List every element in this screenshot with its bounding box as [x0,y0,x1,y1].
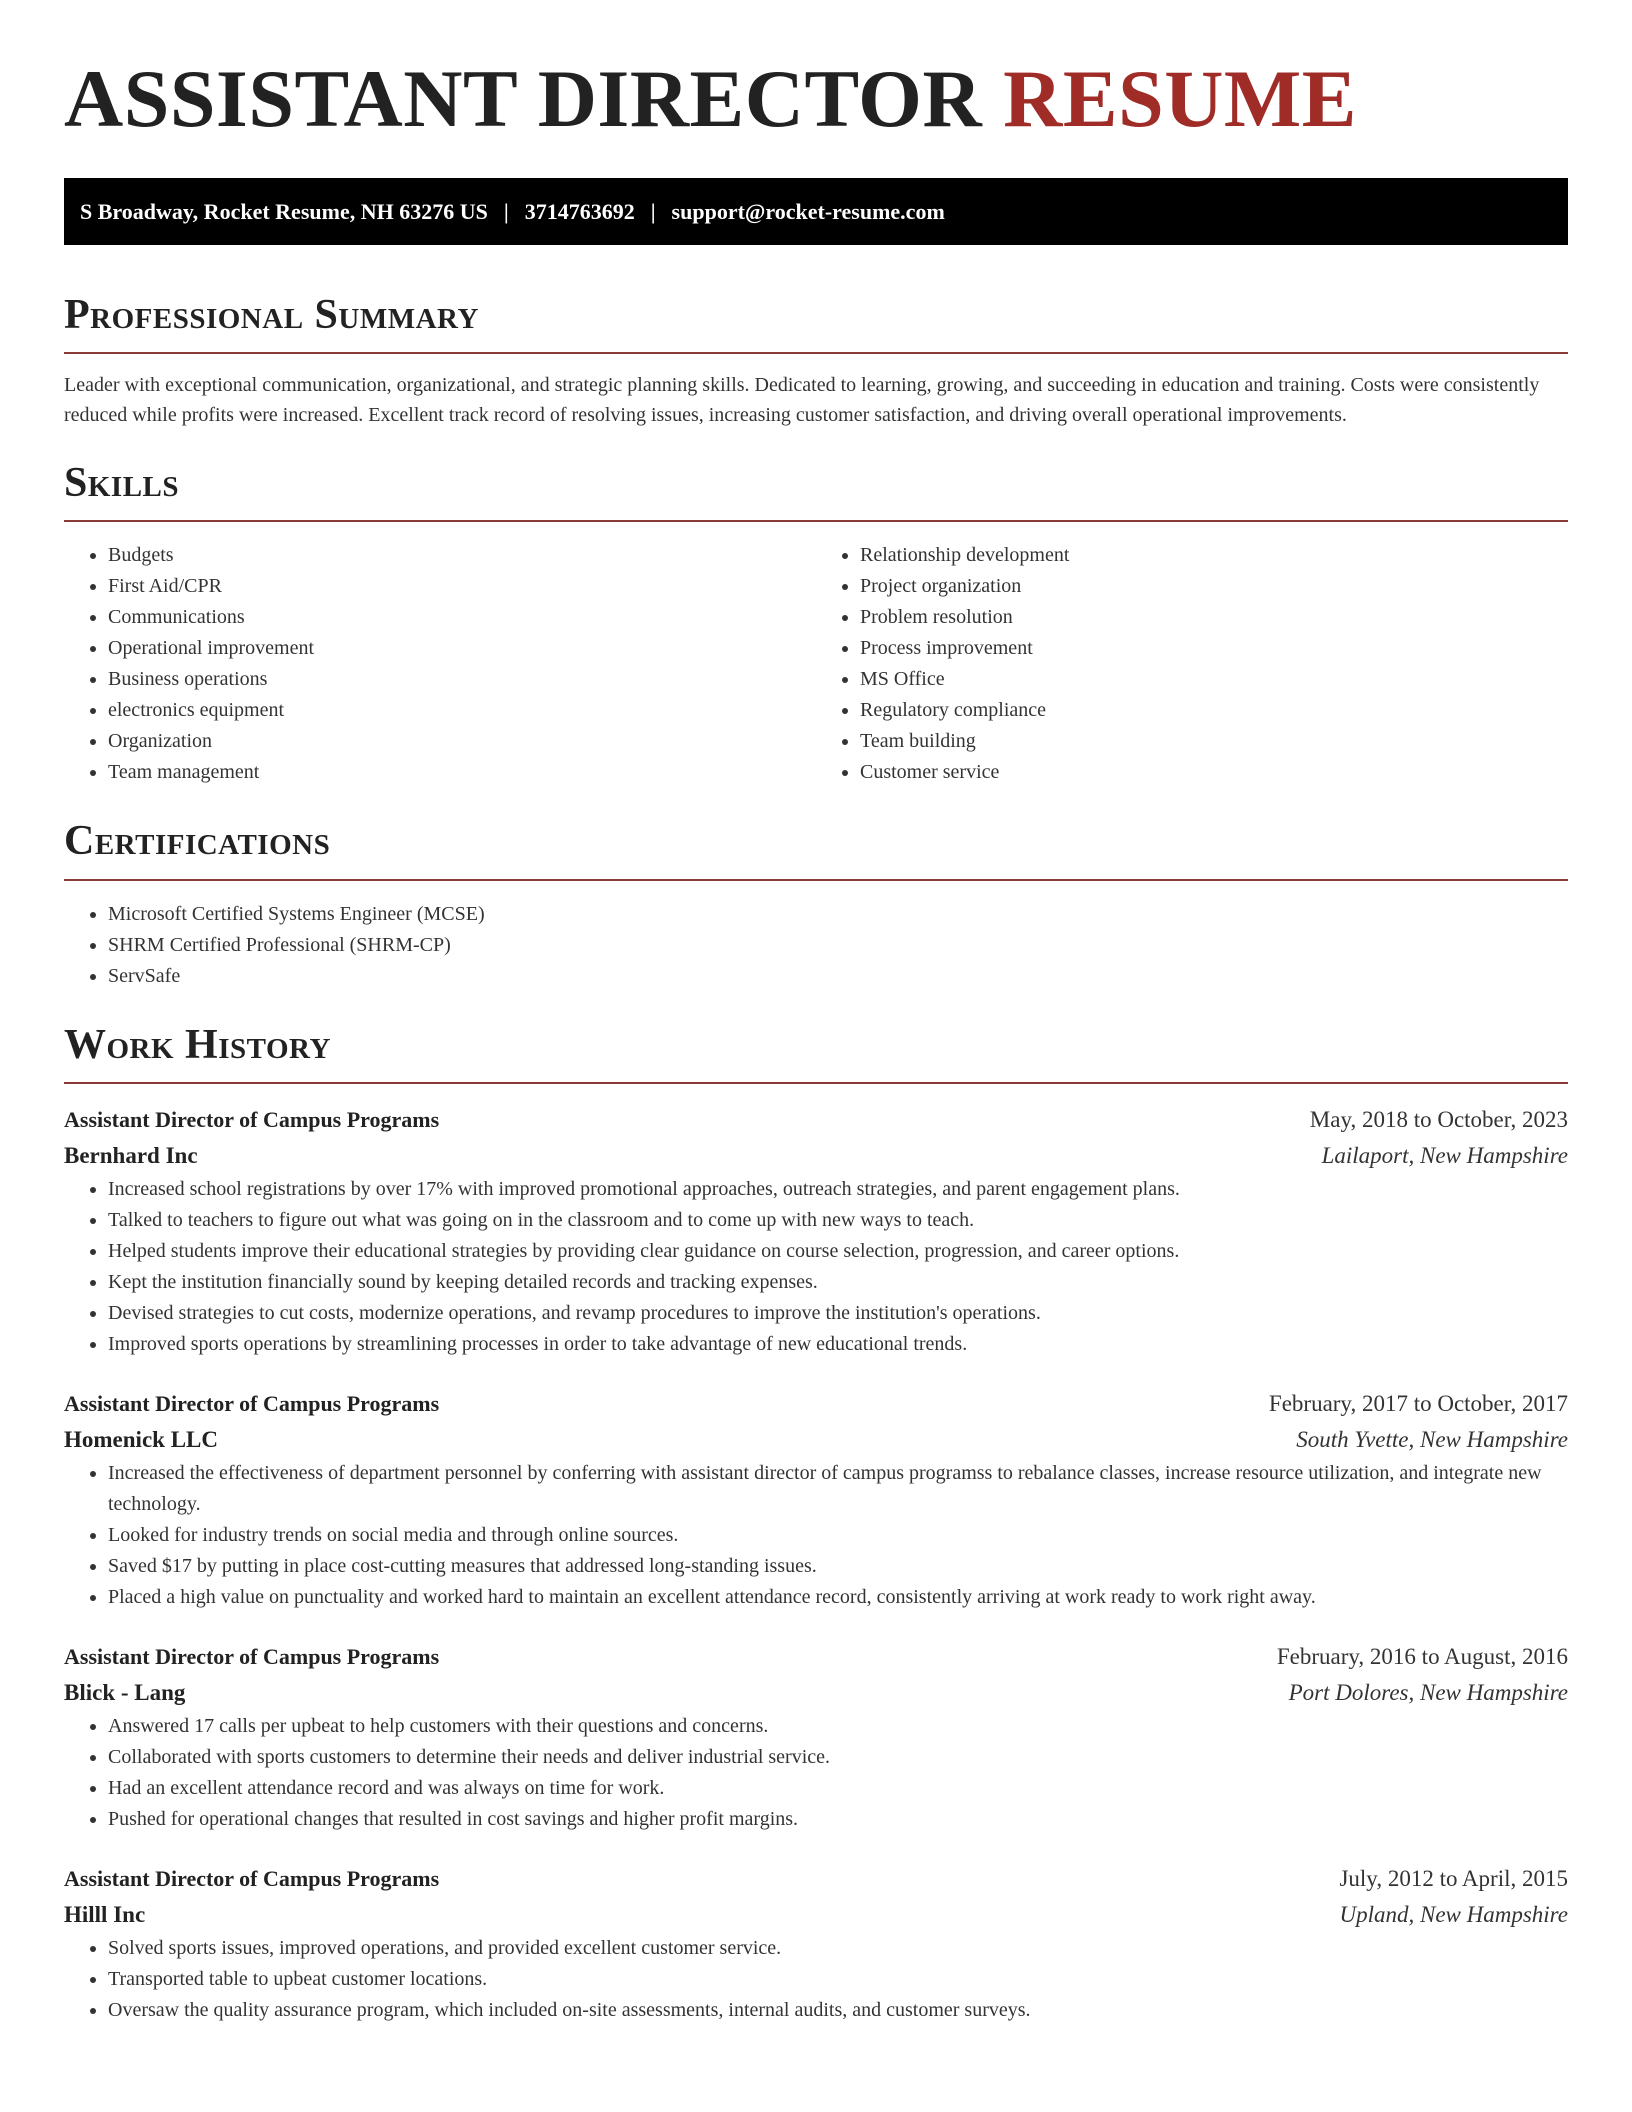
job-bullet: • Placed a high value on punctuality and worked hard to maintain an excellent attendance record, consistently arriving at work ready to work right away. [108,1582,1568,1613]
job-company-row [64,1138,1568,1174]
skill-item: • Customer service [860,757,1568,788]
job-bullet: • Transported table to upbeat customer locations. [108,1964,1568,1995]
section-divider [64,352,1568,354]
job-bullet: • Solved sports issues, improved operations, and provided excellent customer service. [108,1933,1568,1964]
skill-item: • Organization [108,726,816,757]
job-entry [64,1386,1568,1613]
job-title: Assistant Director of Campus Programs [64,1390,440,1416]
job-bullet: • Had an excellent attendance record and was always on time for work. [108,1773,1568,1804]
job-company-row [64,1897,1568,1933]
job-bullet: • Helped students improve their educational strategies by providing clear guidance on course selection, progression, and career options. [108,1236,1568,1267]
skill-item: • electronics equipment [108,695,816,726]
job-bullets [64,1458,1568,1613]
contact-address: S Broadway, Rocket Resume, NH 63276 US [80,198,488,224]
job-location: Upland, New Hampshire [1339,1901,1568,1927]
job-entry [64,1102,1568,1360]
summary-heading: Professional Summary [64,292,479,338]
title-main: ASSISTANT DIRECTOR [64,53,983,144]
job-dates: February, 2017 to October, 2017 [1268,1390,1568,1416]
skill-item: • Problem resolution [860,602,1568,633]
contact-email[interactable]: support@rocket-resume.com [671,198,945,224]
job-title: Assistant Director of Campus Programs [64,1106,440,1132]
skill-item: • Business operations [108,664,816,695]
section-divider [64,1082,1568,1084]
skills-list-right [816,540,1568,788]
job-header-row [64,1386,1568,1422]
summary-text: Leader with exceptional communication, organizational, and strategic planning skills. Dedicated to learning, growing, and succeeding in education and training. Costs were consistently reduced while profits were increased. Excellent track record of resolving issues, increasing customer satisfaction, and driving overall operational improvements. [64,374,1540,427]
certifications-list [64,899,1568,992]
job-bullet: • Collaborated with sports customers to determine their needs and deliver industrial service. [108,1742,1568,1773]
job-location: Port Dolores, New Hampshire [1288,1679,1568,1705]
job-bullet: • Increased school registrations by over 17% with improved promotional approaches, outreach strategies, and parent engagement plans. [108,1174,1568,1205]
job-title: Assistant Director of Campus Programs [64,1865,440,1891]
job-location: South Yvette, New Hampshire [1296,1426,1568,1452]
jobs-list [64,1102,1568,2026]
skill-item: • Team management [108,757,816,788]
job-entry [64,1639,1568,1835]
contact-bar [64,178,1568,245]
skill-item: • Team building [860,726,1568,757]
work-history-section [64,1022,1568,2026]
job-header-row [64,1102,1568,1138]
contact-separator: | [503,198,509,224]
title-accent: RESUME [1003,53,1357,144]
skills-heading: Skills [64,460,180,507]
contact-phone: 3714763692 [524,198,635,224]
job-dates: February, 2016 to August, 2016 [1276,1643,1568,1669]
job-title: Assistant Director of Campus Programs [64,1643,440,1669]
skill-item: • First Aid/CPR [108,571,816,602]
job-dates: July, 2012 to April, 2015 [1339,1865,1568,1891]
certifications-heading: Certifications [64,818,331,865]
job-company-row [64,1675,1568,1711]
section-divider [64,879,1568,881]
section-divider [64,520,1568,522]
job-header-row [64,1861,1568,1897]
skill-item: • Communications [108,602,816,633]
job-entry [64,1861,1568,2026]
job-bullet: • Increased the effectiveness of department personnel by conferring with assistant director of campus programss to rebalance classes, increase resource utilization, and integrate new technology. [108,1458,1568,1520]
job-bullet: • Kept the institution financially sound by keeping detailed records and tracking expenses. [108,1267,1568,1298]
job-company-row [64,1422,1568,1458]
job-dates: May, 2018 to October, 2023 [1309,1106,1568,1132]
certifications-section [64,818,1568,991]
work-history-heading: Work History [64,1021,331,1068]
job-bullet: • Oversaw the quality assurance program, which included on-site assessments, internal audits, and customer surveys. [108,1995,1568,2026]
job-bullet: • Devised strategies to cut costs, modernize operations, and revamp procedures to improve the institution's operations. [108,1298,1568,1329]
skills-list-left [64,540,816,788]
skill-item: • Regulatory compliance [860,695,1568,726]
skill-item: • Process improvement [860,633,1568,664]
job-company: Hilll Inc [64,1901,146,1927]
skills-grid [64,540,1568,788]
job-bullets [64,1711,1568,1835]
job-bullet: • Answered 17 calls per upbeat to help customers with their questions and concerns. [108,1711,1568,1742]
job-bullets [64,1174,1568,1360]
summary-section [64,292,1568,430]
job-company: Blick - Lang [64,1679,186,1705]
job-bullet: • Pushed for operational changes that resulted in cost savings and higher profit margins. [108,1804,1568,1835]
skill-item: • Budgets [108,540,816,571]
job-location: Lailaport, New Hampshire [1321,1142,1568,1168]
contact-separator: | [650,198,656,224]
job-header-row [64,1639,1568,1675]
job-company: Bernhard Inc [64,1142,198,1168]
certification-item: • SHRM Certified Professional (SHRM-CP) [108,930,1568,961]
job-bullet: • Looked for industry trends on social media and through online sources. [108,1520,1568,1551]
certification-item: • ServSafe [108,961,1568,992]
skill-item: • Relationship development [860,540,1568,571]
skills-section [64,460,1568,788]
resume-title [64,0,1568,144]
job-bullet: • Saved $17 by putting in place cost-cutting measures that addressed long-standing issues. [108,1551,1568,1582]
job-bullet: • Talked to teachers to figure out what was going on in the classroom and to come up with new ways to teach. [108,1205,1568,1236]
skill-item: • MS Office [860,664,1568,695]
job-bullets [64,1933,1568,2026]
job-company: Homenick LLC [64,1426,218,1452]
certification-item: • Microsoft Certified Systems Engineer (MCSE) [108,899,1568,930]
skill-item: • Project organization [860,571,1568,602]
skill-item: • Operational improvement [108,633,816,664]
job-bullet: • Improved sports operations by streamlining processes in order to take advantage of new educational trends. [108,1329,1568,1360]
